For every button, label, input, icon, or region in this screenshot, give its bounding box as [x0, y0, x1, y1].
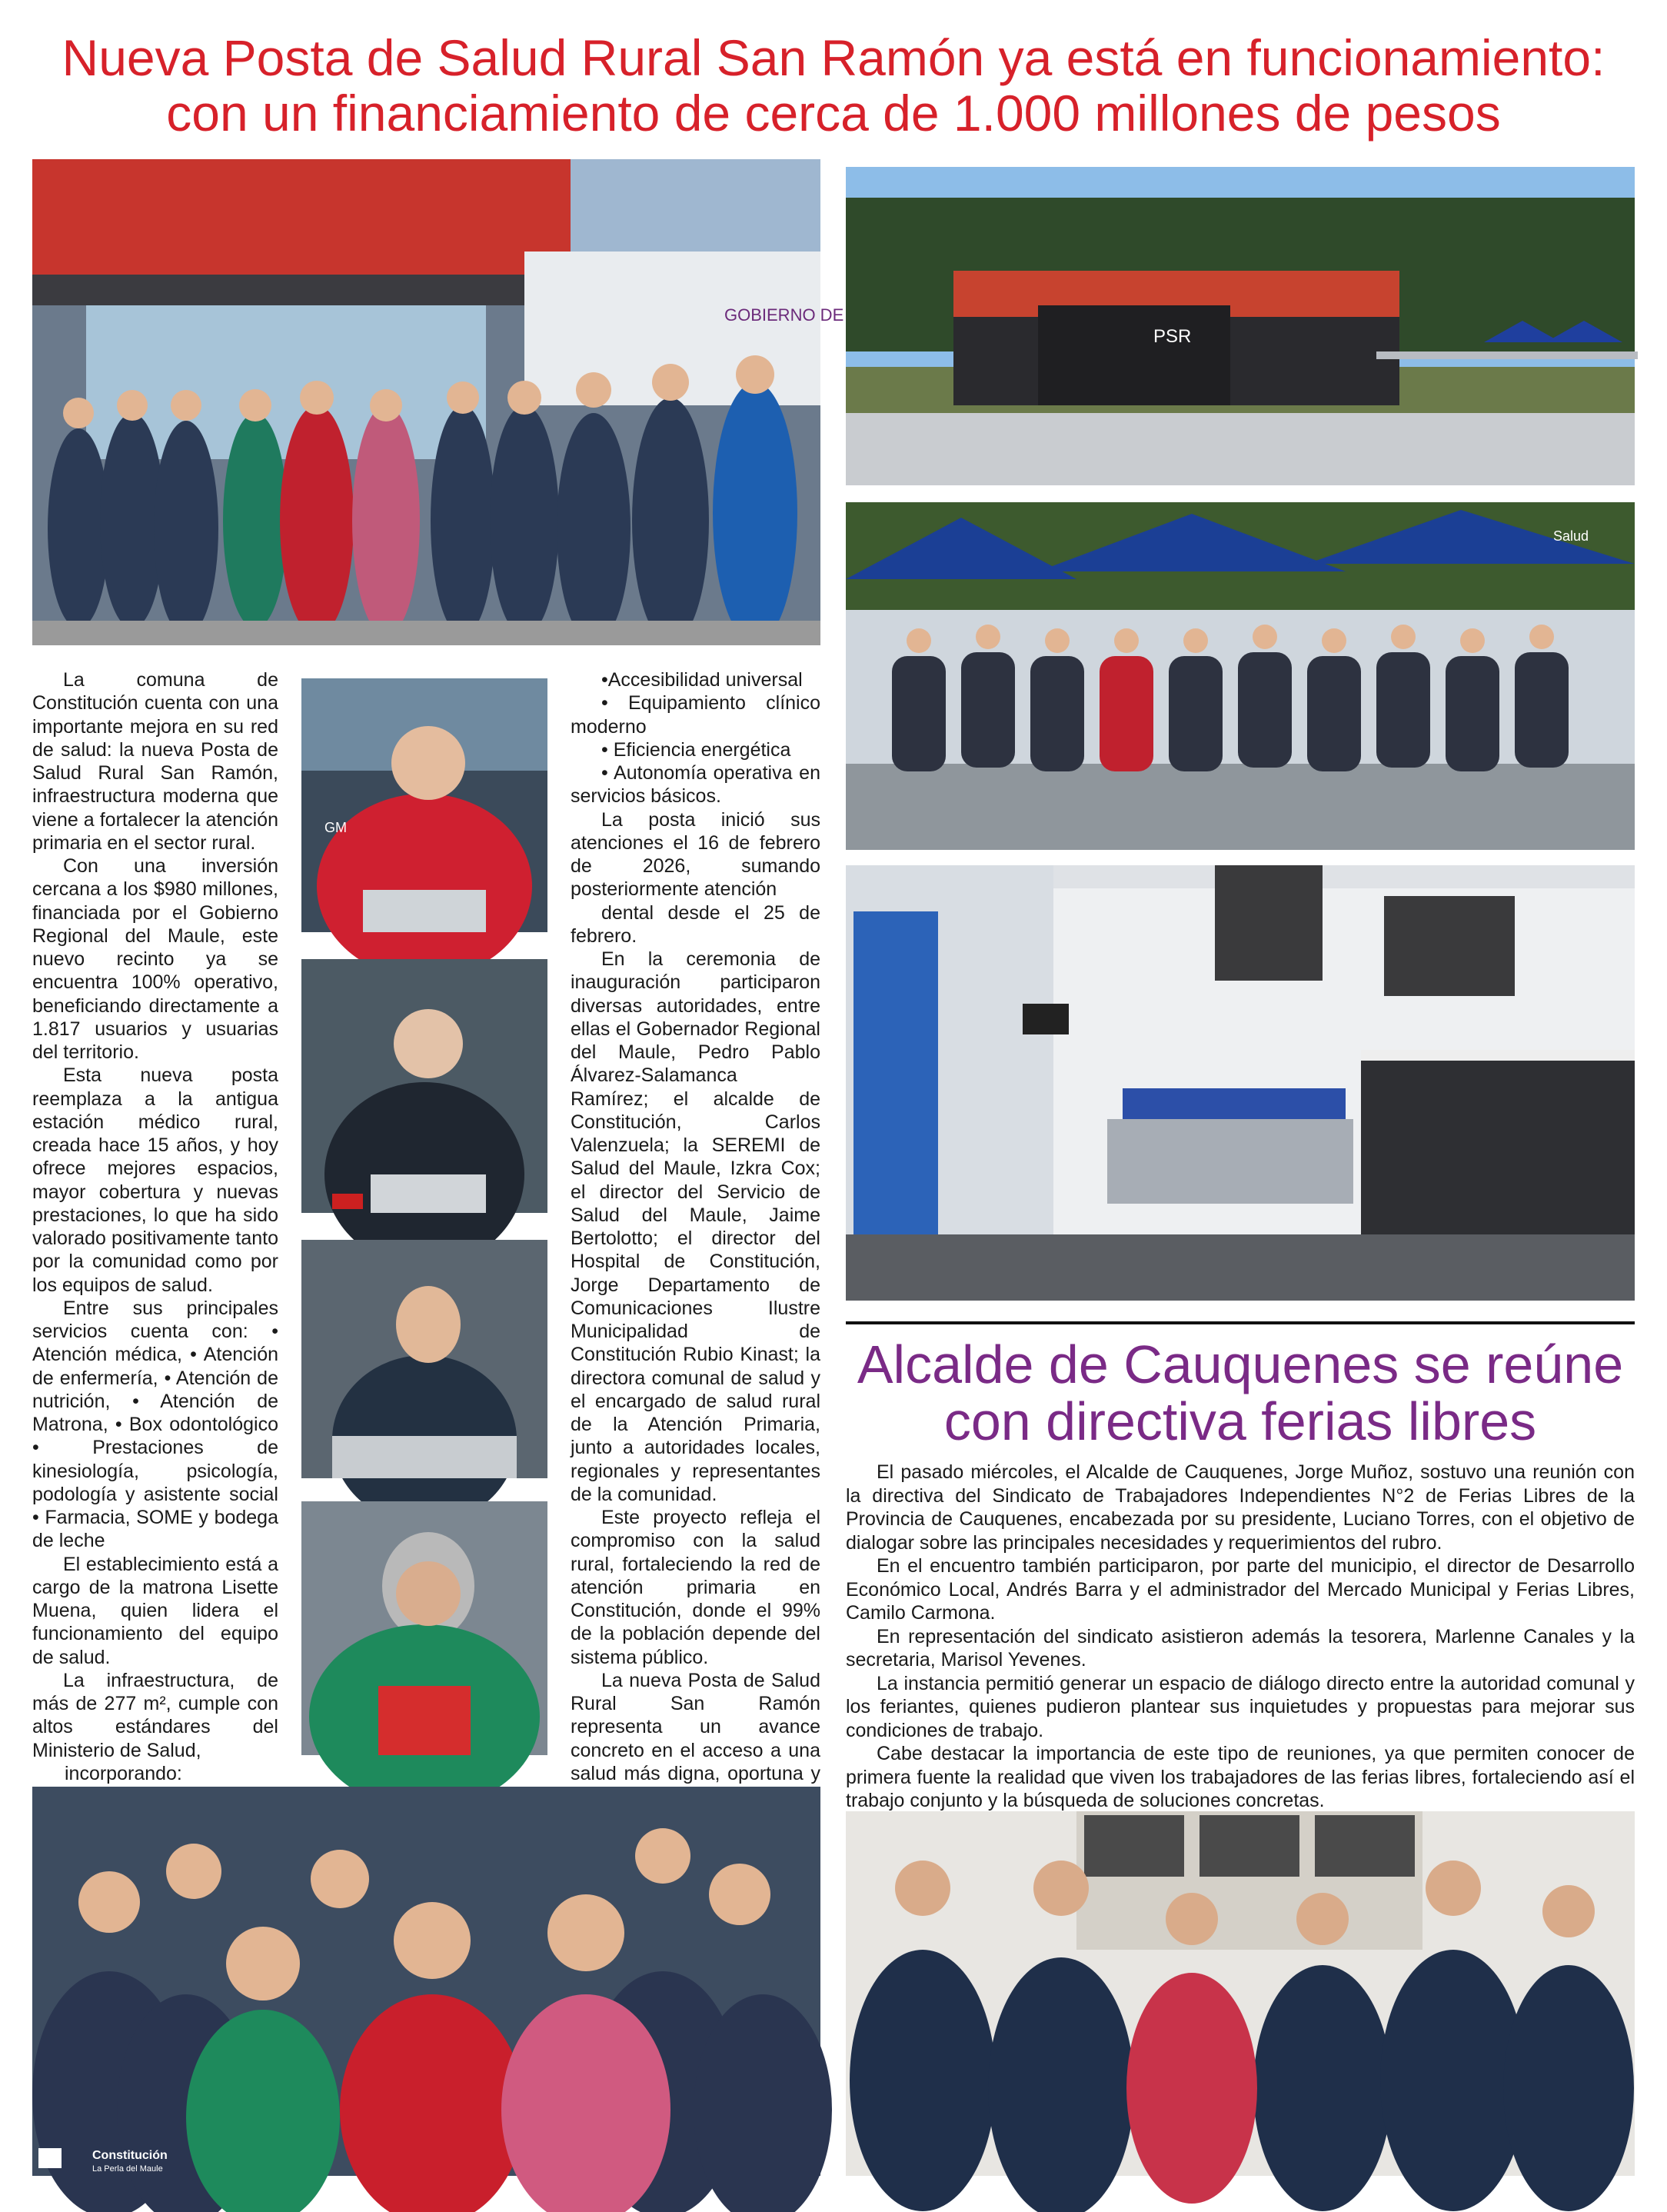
- svg-text:PSR: PSR: [1153, 326, 1192, 347]
- photo-speaker-3: [301, 1240, 547, 1478]
- paragraph: La comuna de Constitución cuenta con una importante mejora en su red de salud: la nueva Posta de Salud Rural San Ramón, infraestructura moderna que viene a fortalecer la atención primaria en el sector rural.: [32, 669, 278, 854]
- svg-text:Salud: Salud: [1553, 528, 1589, 544]
- paragraph: Con una inversión cercana a los $980 millones, financiada por el Gobierno Regional del Maule, este nuevo recinto ya se encuentra 100% operativo, beneficiando directamente a 1.817 usuarios y usuarias del territorio.: [32, 855, 278, 1063]
- article2-title-line2: con directiva ferias libres: [943, 1391, 1537, 1451]
- section-divider: [846, 1321, 1635, 1324]
- photo-speaker-2: [301, 959, 547, 1213]
- list-item: •Accesibilidad universal: [601, 669, 803, 691]
- photo-ribbon-cutting: [32, 159, 844, 645]
- svg-text:GM: GM: [324, 820, 347, 835]
- photo-clinic-room: [846, 865, 1635, 1301]
- article-title-line2: con un financiamiento de cerca de 1.000 millones de pesos: [166, 85, 1501, 142]
- paragraph: La infraestructura, de más de 277 m², cumple con altos estándares del Ministerio de Salud,: [32, 1669, 278, 1761]
- photo-audience-tents: [846, 502, 1635, 850]
- paragraph: Este proyecto refleja el compromiso con la salud rural, fortaleciendo la red de atención primaria en Constitución, donde el 99% de la población depende del sistema público.: [571, 1507, 820, 1668]
- photo-speaker-4: [301, 1501, 547, 1755]
- paragraph: El establecimiento está a cargo de la matrona Lisette Muena, quien lidera el funcionamiento del equipo de salud.: [32, 1553, 278, 1668]
- photo-meeting-group: [846, 1811, 1635, 2176]
- paragraph: En representación del sindicato asistieron además la tesorera, Marlenne Canales y la secretaria, Marisol Yevenes.: [846, 1625, 1635, 1671]
- paragraph: incorporando:: [65, 1762, 182, 1784]
- photo-speaker-1: [301, 678, 547, 932]
- paragraph: Cabe destacar la importancia de este tipo de reuniones, ya que permiten conocer de primera fuente la realidad que viven los trabajadores de las ferias libres, fortaleciendo así el trabajo conjunto y la búsqueda de soluciones concretas.: [846, 1743, 1635, 1811]
- article1-column3: [571, 668, 820, 1832]
- list-item: • Eficiencia energética: [601, 738, 791, 761]
- paragraph: El pasado miércoles, el Alcalde de Cauquenes, Jorge Muñoz, sostuvo una reunión con la directiva del Sindicato de Trabajadores Independientes N°2 de Ferias Libres de la Provincia de Cauquenes, encabezada por su presidente, Luciano Torres, con el objetivo de dialogar sobre las principales necesidades y requerimientos del rubro.: [846, 1461, 1635, 1554]
- article2-body: [846, 1461, 1635, 1813]
- paragraph: La posta inició sus atenciones el 16 de febrero de 2026, sumando posteriormente atención: [571, 808, 820, 901]
- paragraph: En la ceremonia de inauguración participaron diversas autoridades, entre ellas el Gobernador Regional del Maule, Pedro Pablo Álvarez-Salamanca Ramírez; el alcalde de Constitución, Carlos Valenzuela; la SEREMI de Salud del Maule, Izkra Cox; el director del Servicio de Salud del Maule, Jaime Bertolotto; el director del Hospital de Constitución, Jorge Departamento de Comunicaciones Ilustre Municipalidad de Constitución Rubio Kinast; la directora comunal de salud y el encargado de salud rural de la Atención Primaria, junto a autoridades locales, regionales y representantes de la comunidad.: [571, 948, 820, 1505]
- svg-text:GOBIERNO DE: GOBIERNO DE: [724, 305, 844, 325]
- photo-group-closeup: [32, 1787, 820, 2176]
- article-title-line1: Nueva Posta de Salud Rural San Ramón ya está en funcionamiento:: [62, 29, 1605, 86]
- paragraph: En el encuentro también participaron, por parte del municipio, el director de Desarrollo Económico Local, Andrés Barra y el administrador del Mercado Municipal y Ferias Libres, Camilo Carmona.: [846, 1555, 1635, 1624]
- photo-building-exterior: [846, 167, 1635, 485]
- paragraph: La instancia permitió generar un espacio de diálogo directo entre la autoridad comunal y los feriantes, quienes pudieron plantear sus inquietudes y propuestas para mejorar sus condiciones de trabajo.: [846, 1672, 1635, 1741]
- list-item: • Autonomía operativa en servicios básicos.: [571, 762, 820, 808]
- paragraph: La nueva Posta de Salud Rural San Ramón representa un avance concreto en el acceso a una salud más digna, oportuna y: [571, 1669, 820, 1784]
- svg-text:Constitución: Constitución: [92, 2149, 168, 2162]
- paragraph: dental desde el 25 de febrero.: [571, 901, 820, 947]
- article1-column1: [32, 668, 278, 1785]
- paragraph: Esta nueva posta reemplaza a la antigua estación médico rural, creada hace 15 años, y hoy ofrece mejores espacios, mayor cobertura y nuevas prestaciones, lo que ha sido valorado positivamente tanto por la comunidad como por los equipos de salud.: [32, 1064, 278, 1296]
- paragraph: Entre sus principales servicios cuenta con: • Atención médica, • Atención de enfermería, • Atención de nutrición, • Atención de Matrona, • Box odontológico • Prestaciones de kinesiología, psicología, podología y asistente social • Farmacia, SOME y bodega de leche: [32, 1297, 278, 1552]
- list-item: • Equipamiento clínico moderno: [571, 692, 820, 738]
- svg-text:La Perla del Maule: La Perla del Maule: [92, 2164, 163, 2174]
- article2-title-line1: Alcalde de Cauquenes se reúne: [857, 1334, 1624, 1394]
